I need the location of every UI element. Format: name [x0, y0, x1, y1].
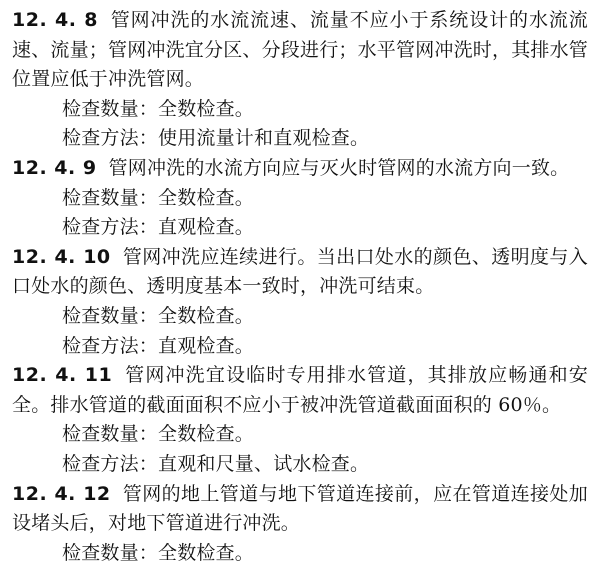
check-method: 检查方法：直观检查。 [62, 334, 255, 357]
clause-text: 管网冲洗宜设临时专用排水管道，其排放应畅通和安全。排水管道的截面面积不应小于被冲洗管道截面面积的 60％。 [12, 364, 588, 416]
check-quantity: 检查数量：全数检查。 [62, 97, 255, 120]
clause-12-4-9 [12, 154, 588, 184]
clause-number: 12. 4. 8 [12, 9, 98, 31]
check-quantity: 检查数量：全数检查。 [62, 186, 255, 209]
check-quantity: 检查数量：全数检查。 [62, 423, 255, 446]
check-quantity: 检查数量：全数检查。 [62, 541, 255, 564]
clause-12-4-10 [12, 243, 588, 302]
document-body [12, 6, 588, 568]
clause-text: 管网冲洗的水流流速、流量不应小于系统设计的水流流速、流量；管网冲洗宜分区、分段进行；水平管网冲洗时，其排水管位置应低于冲洗管网。 [12, 9, 589, 91]
check-method: 检查方法：使用流量计和直观检查。 [62, 127, 370, 150]
clause-number: 12. 4. 10 [12, 245, 111, 268]
check-quantity: 检查数量：全数检查。 [62, 304, 255, 327]
clause-text: 管网冲洗应连续进行。当出口处水的颜色、透明度与入口处水的颜色、透明度基本一致时，冲洗可结束。 [12, 245, 588, 298]
clause-text: 管网的地上管道与地下管道连接前，应在管道连接处加设堵头后，对地下管道进行冲洗。 [12, 482, 588, 535]
check-method: 检查方法：直观和尺量、试水检查。 [62, 452, 370, 475]
clause-text: 管网冲洗的水流方向应与灭火时管网的水流方向一致。 [108, 156, 570, 179]
clause-number: 12. 4. 9 [12, 156, 97, 179]
clause-number: 12. 4. 11 [12, 364, 113, 387]
clause-12-4-8 [12, 6, 588, 95]
check-method: 检查方法：直观检查。 [62, 216, 255, 239]
clause-number: 12. 4. 12 [12, 482, 111, 505]
clause-12-4-12 [12, 480, 588, 539]
clause-12-4-11 [12, 361, 588, 420]
